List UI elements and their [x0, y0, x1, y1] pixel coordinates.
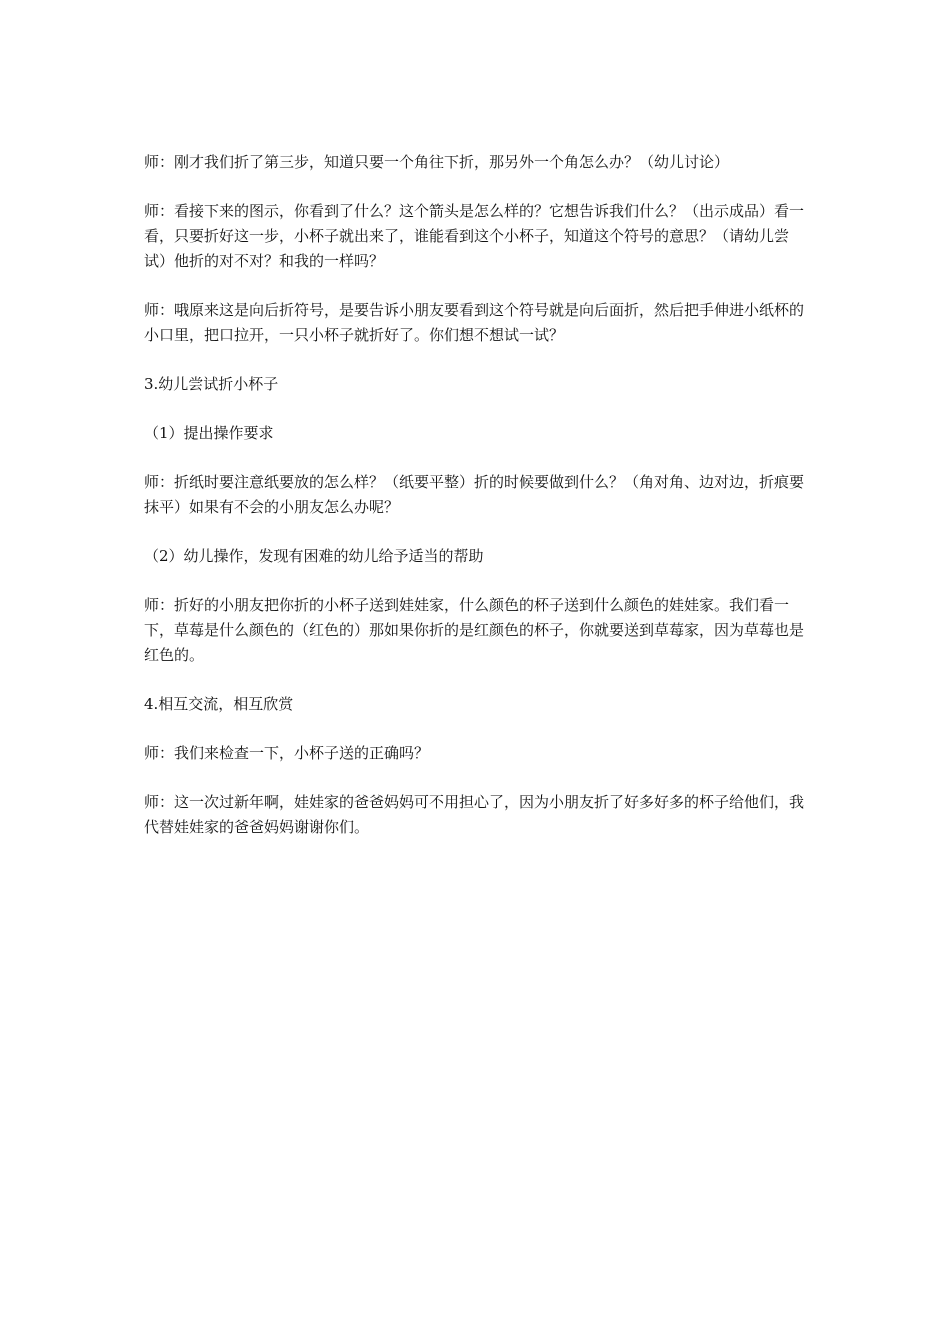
paragraph-teacher-diagram: 师：看接下来的图示，你看到了什么？这个箭头是怎么样的？它想告诉我们什么？（出示成品）看一看，只要折好这一步，小杯子就出来了，谁能看到这个小杯子，知道这个符号的意思？（请幼儿尝试）他折的对不对？和我的一样吗？: [144, 202, 805, 270]
paragraph-teacher-third-step: 师：刚才我们折了第三步，知道只要一个角往下折，那另外一个角怎么办？（幼儿讨论）: [144, 153, 730, 171]
document-body: [144, 150, 808, 864]
paragraph-teacher-send-cups: 师：折好的小朋友把你折的小杯子送到娃娃家，什么颜色的杯子送到什么颜色的娃娃家。我们看一下，草莓是什么颜色的（红色的）那如果你折的是红颜色的杯子，你就要送到草莓家，因为草莓也是红色的。: [144, 596, 805, 664]
section-heading-try-folding: 3.幼儿尝试折小杯子: [144, 375, 279, 393]
subsection-heading-child-operation: （2）幼儿操作，发现有困难的幼儿给予适当的帮助: [144, 547, 484, 565]
paragraph-teacher-folding-tips: 师：折纸时要注意纸要放的怎么样？（纸要平整）折的时候要做到什么？（角对角、边对边，折痕要抹平）如果有不会的小朋友怎么办呢？: [144, 473, 805, 516]
paragraph-teacher-check: 师：我们来检查一下，小杯子送的正确吗？: [144, 744, 430, 762]
section-heading-exchange: 4.相互交流，相互欣赏: [144, 695, 294, 713]
paragraph-teacher-closing: 师：这一次过新年啊，娃娃家的爸爸妈妈可不用担心了，因为小朋友折了好多好多的杯子给他们，我代替娃娃家的爸爸妈妈谢谢你们。: [144, 793, 805, 836]
subsection-heading-requirements: （1）提出操作要求: [144, 424, 274, 442]
paragraph-teacher-back-fold: 师：哦原来这是向后折符号，是要告诉小朋友要看到这个符号就是向后面折，然后把手伸进小纸杯的小口里，把口拉开，一只小杯子就折好了。你们想不想试一试？: [144, 301, 805, 344]
